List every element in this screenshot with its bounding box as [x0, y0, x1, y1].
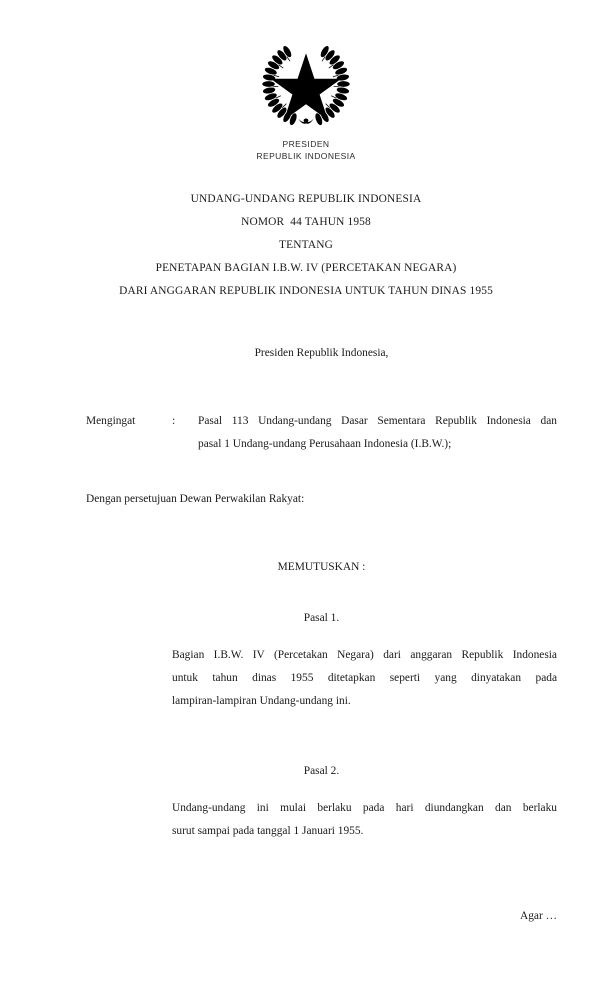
considerations-label: Mengingat — [86, 415, 136, 427]
considerations-text — [198, 410, 557, 456]
approval-text: Dengan persetujuan Dewan Perwakilan Rakyat: — [86, 493, 305, 505]
spacer — [86, 362, 557, 410]
spacer — [86, 576, 557, 608]
emblem-block — [0, 36, 612, 162]
spacer — [86, 511, 557, 559]
emblem-caption — [0, 139, 612, 162]
document-body — [86, 345, 557, 843]
article-2-heading: Pasal 2. — [303, 765, 340, 777]
spacer — [86, 713, 557, 761]
garuda-star-wreath-emblem — [258, 36, 354, 132]
decision-heading: MEMUTUSKAN : — [277, 561, 366, 573]
considerations-line-1: Pasal 113 Undang-undang Dasar Sementara Republik Indonesia dan — [198, 415, 557, 427]
title-line-subject-1: PENETAPAN BAGIAN I.B.W. IV (PERCETAKAN NEGARA) — [155, 262, 457, 274]
article-1-line-1: Bagian I.B.W. IV (Percetakan Negara) dari anggaran Republik Indonesia — [172, 649, 557, 661]
footer-continuation-note: Agar … — [519, 910, 557, 922]
article-1-body — [172, 644, 557, 713]
article-1-heading: Pasal 1. — [303, 612, 340, 624]
considerations-line-2: pasal 1 Undang-undang Perusahaan Indonesia (I.B.W.); — [198, 438, 452, 450]
emblem-caption-line-2: REPUBLIK INDONESIA — [256, 150, 356, 161]
title-line-law-type: UNDANG-UNDANG REPUBLIK INDONESIA — [190, 193, 422, 205]
emblem-caption-line-1: PRESIDEN — [282, 139, 330, 149]
preamble-authority: Presiden Republik Indonesia, — [254, 347, 389, 359]
document-title-block — [56, 188, 556, 303]
title-line-about: TENTANG — [279, 239, 333, 251]
article-2-body — [172, 797, 557, 843]
article-1-line-2: untuk tahun dinas 1955 ditetapkan seperti yang dinyatakan pada — [172, 672, 557, 684]
title-line-subject-2: DARI ANGGARAN REPUBLIK INDONESIA UNTUK TAHUN DINAS 1955 — [119, 285, 493, 297]
considerations-colon: : — [172, 415, 176, 427]
article-2-line-2: surut sampai pada tanggal 1 Januari 1955. — [172, 825, 364, 837]
considerations-row — [86, 410, 557, 456]
spacer — [86, 456, 557, 488]
spacer — [86, 781, 557, 797]
article-1-line-3: lampiran-lampiran Undang-undang ini. — [172, 695, 351, 707]
spacer — [86, 628, 557, 644]
article-2-line-1: Undang-undang ini mulai berlaku pada hari diundangkan dan berlaku — [172, 802, 557, 814]
title-line-number: NOMOR 44 TAHUN 1958 — [241, 216, 371, 228]
